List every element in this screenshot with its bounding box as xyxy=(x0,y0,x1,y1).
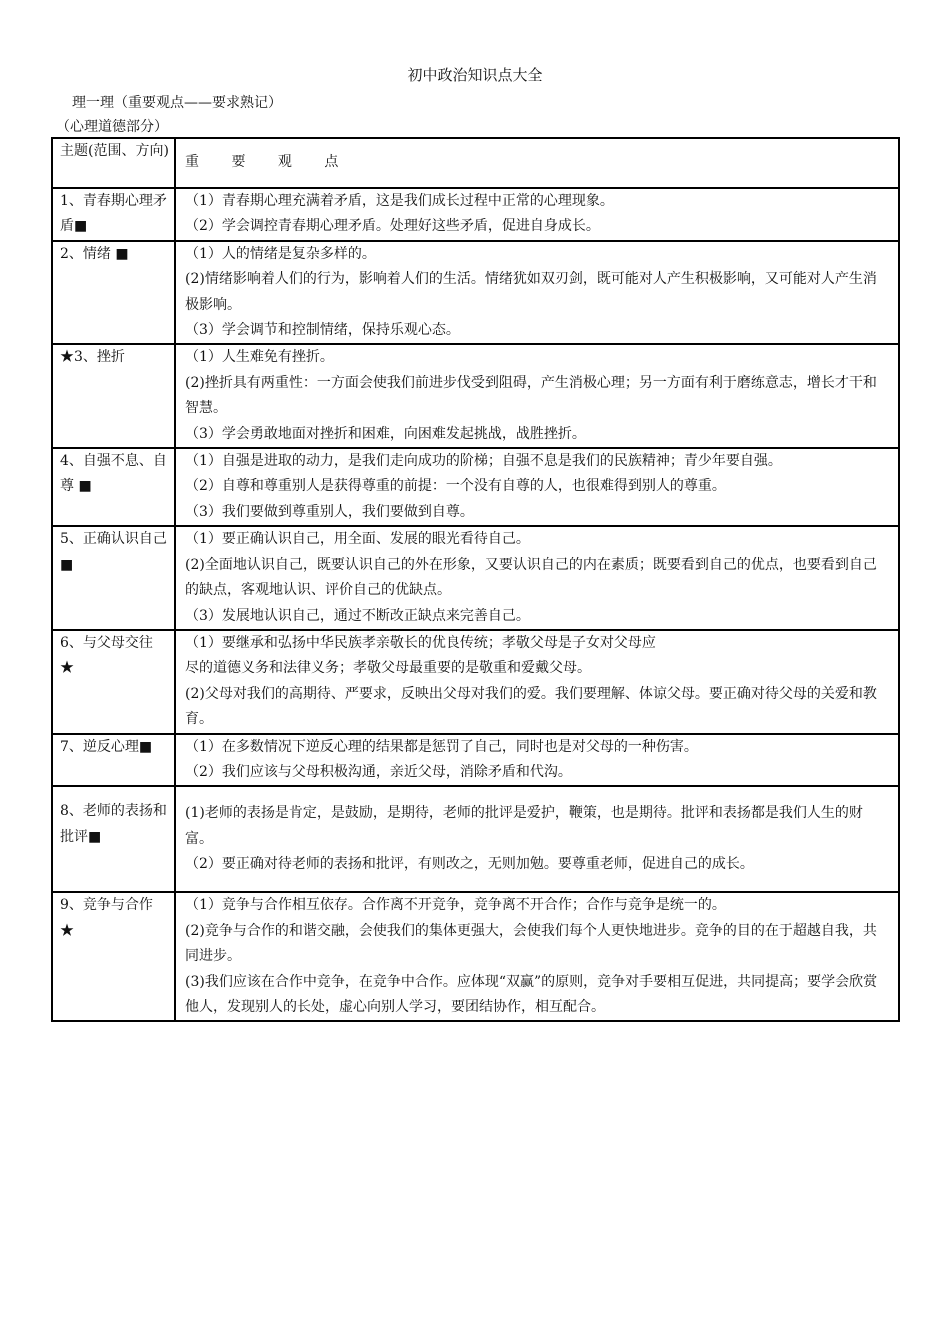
point-line: (3)我们应该在合作中竞争，在竞争中合作。应体现“双赢”的原则，竞争对手要相互促进，共同提高；要学会欣赏他人，发现别人的长处，虚心向别人学习，要团结协作，相互配合。 xyxy=(185,973,878,1015)
point-line: （1）人的情绪是复杂多样的。 xyxy=(185,245,376,262)
point-line: （3）学会勇敢地面对挫折和困难，向困难发起挑战，战胜挫折。 xyxy=(185,425,586,442)
table-row xyxy=(52,241,899,345)
point-line: （3）发展地认识自己，通过不断改正缺点来完善自己。 xyxy=(185,607,530,624)
header-topic: 主题(范围、方向) xyxy=(52,138,175,188)
table-row xyxy=(52,344,899,448)
row-topic: 9、竞争与合作 ★ xyxy=(52,892,175,1021)
point-line: （1）在多数情况下逆反心理的结果都是惩罚了自己，同时也是对父母的一种伤害。 xyxy=(185,738,698,755)
row-topic: 6、与父母交往 ★ xyxy=(52,630,175,734)
table-row xyxy=(52,734,899,787)
row-points xyxy=(175,188,899,241)
table-body xyxy=(52,188,899,1021)
row-points xyxy=(175,526,899,630)
row-topic: 5、正确认识自己 ■ xyxy=(52,526,175,630)
point-line: （1）青春期心理充满着矛盾，这是我们成长过程中正常的心理现象。 xyxy=(185,193,614,209)
point-line: (1)老师的表扬是肯定，是鼓励，是期待，老师的批评是爱护，鞭策，也是期待。批评和表扬都是我们人生的财富。 xyxy=(185,805,863,847)
point-line: （1）竞争与合作相互依存。合作离不开竞争，竞争离不开合作；合作与竞争是统一的。 xyxy=(185,897,726,914)
point-line: （1）人生难免有挫折。 xyxy=(185,349,334,366)
point-line: （2）学会调控青春期心理矛盾。处理好这些矛盾，促进自身成长。 xyxy=(185,218,600,235)
section-label: （心理道德部分） xyxy=(56,119,168,135)
point-line: （3）学会调节和控制情绪，保持乐观心态。 xyxy=(185,322,460,339)
point-line: (2)竞争与合作的和谐交融，会使我们的集体更强大，会使我们每个人更快地进步。竞争的目的在于超越自我，共同进步。 xyxy=(185,922,877,965)
key-points-table xyxy=(51,137,900,1022)
row-topic: 7、逆反心理■ xyxy=(52,734,175,787)
point-line: (2)全面地认识自己，既要认识自己的外在形象，又要认识自己的内在素质；既要看到自己的优点，也要看到自己的缺点，客观地认识、评价自己的优缺点。 xyxy=(185,556,877,599)
point-line: （1）要正确认识自己，用全面、发展的眼光看待自己。 xyxy=(185,531,530,548)
document-title: 初中政治知识点大全 xyxy=(407,66,543,84)
table-row xyxy=(52,448,899,526)
row-points xyxy=(175,344,899,448)
row-topic: ★3、挫折 xyxy=(52,344,175,448)
table-header-row xyxy=(52,138,899,188)
table-row xyxy=(52,630,899,734)
document-subtitle: 理一理（重要观点——要求熟记） xyxy=(72,95,282,111)
point-line: （1）自强是进取的动力，是我们走向成功的阶梯；自强不息是我们的民族精神；青少年要自强。 xyxy=(185,453,782,470)
row-points xyxy=(175,448,899,526)
point-line: （2）自尊和尊重别人是获得尊重的前提：一个没有自尊的人，也很难得到别人的尊重。 xyxy=(185,478,726,495)
point-line: （2）要正确对待老师的表扬和批评，有则改之，无则加勉。要尊重老师，促进自己的成长。 xyxy=(185,856,754,873)
row-topic: 4、自强不息、自尊 ■ xyxy=(52,448,175,526)
point-line: (2)情绪影响着人们的行为，影响着人们的生活。情绪犹如双刃剑，既可能对人产生积极影响，又可能对人产生消极影响。 xyxy=(185,271,877,313)
row-points xyxy=(175,241,899,345)
point-line: （3）我们要做到尊重别人，我们要做到自尊。 xyxy=(185,503,474,520)
point-line: （2）我们应该与父母积极沟通，亲近父母，消除矛盾和代沟。 xyxy=(185,763,572,780)
table-row xyxy=(52,188,899,241)
row-points xyxy=(175,630,899,734)
row-points xyxy=(175,892,899,1021)
header-points: 重 要 观 点 xyxy=(175,138,899,188)
table-row xyxy=(52,892,899,1021)
point-line: (2)挫折具有两重性：一方面会使我们前进步伐受到阻碍，产生消极心理；另一方面有利于磨练意志，增长才干和智慧。 xyxy=(185,374,877,417)
table-row xyxy=(52,786,899,892)
row-topic: 2、情绪 ■ xyxy=(52,241,175,345)
point-line: （1）要继承和弘扬中华民族孝亲敬长的优良传统；孝敬父母是子女对父母应 xyxy=(185,634,656,651)
row-topic: 1、青春期心理矛盾■ xyxy=(52,188,175,241)
row-points xyxy=(175,786,899,892)
table-row xyxy=(52,526,899,630)
row-points xyxy=(175,734,899,787)
row-topic: 8、老师的表扬和批评■ xyxy=(52,786,175,892)
point-line: (2)父母对我们的高期待、严要求，反映出父母对我们的爱。我们要理解、体谅父母。要正确对待父母的关爱和教育。 xyxy=(185,685,877,728)
point-line: 尽的道德义务和法律义务；孝敬父母最重要的是敬重和爱戴父母。 xyxy=(185,660,591,677)
